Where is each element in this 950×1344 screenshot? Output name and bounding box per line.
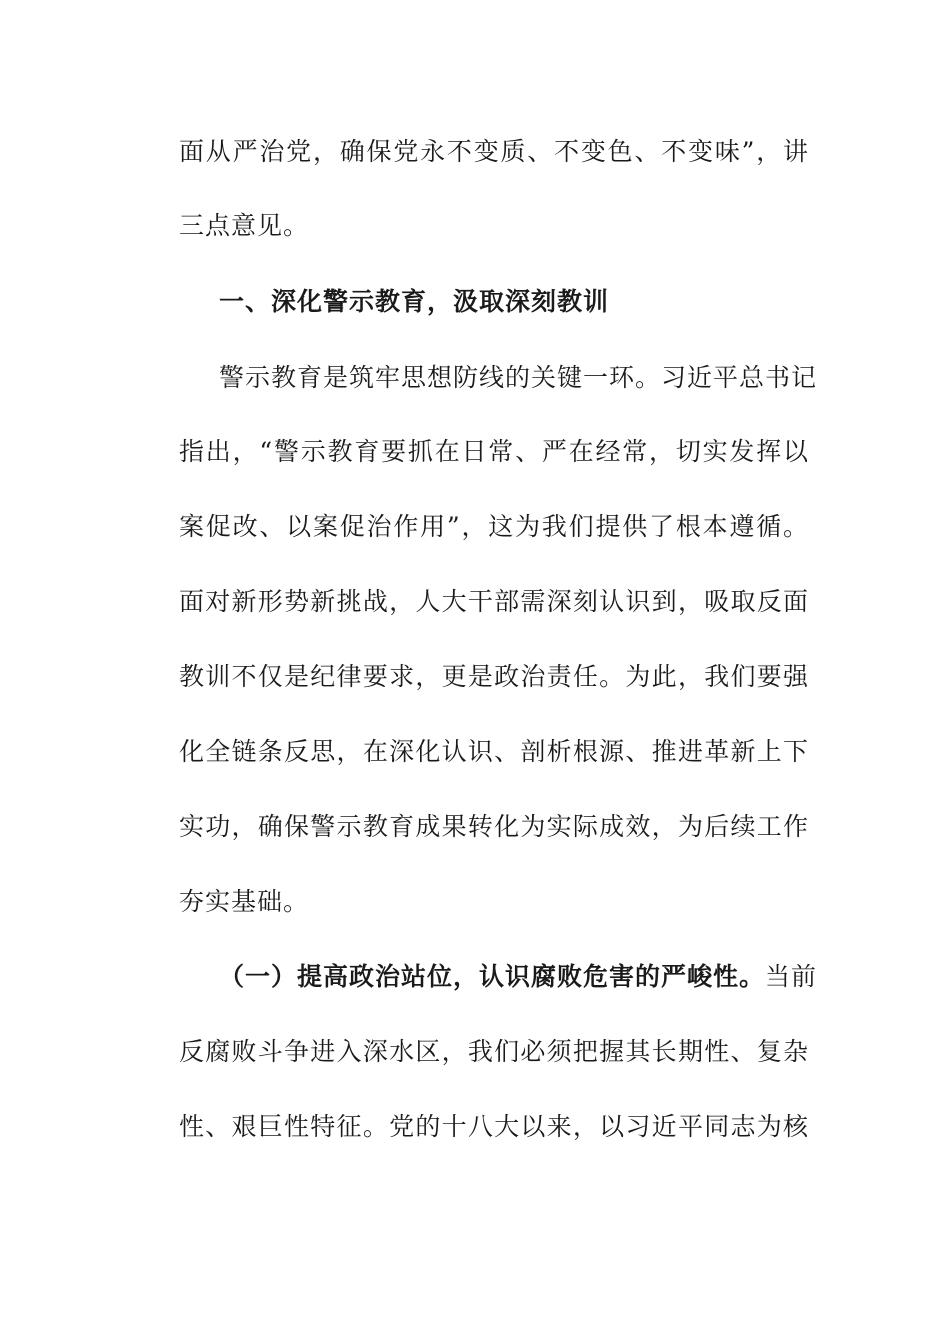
paragraph-line: 教训不仅是纪律要求，更是政治责任。为此，我们要强 bbox=[179, 662, 809, 691]
subsection-heading: （一）提高政治站位，认识腐败危害的严峻性。 bbox=[219, 962, 766, 991]
subsection-text: 当前 bbox=[765, 962, 818, 991]
section-heading: 一、深化警示教育，汲取深刻教训 bbox=[219, 287, 610, 316]
paragraph-line: 指出，“警示教育要抓在日常、严在经常，切实发挥以 bbox=[179, 437, 809, 466]
paragraph-line: 化全链条反思，在深化认识、剖析根源、推进革新上下 bbox=[179, 737, 809, 766]
paragraph-line: 三点意见。 bbox=[179, 211, 310, 240]
paragraph-line: 反腐败斗争进入深水区，我们必须把握其长期性、复杂 bbox=[179, 1037, 809, 1066]
paragraph-line: 面对新形势新挑战，人大干部需深刻认识到，吸取反面 bbox=[179, 587, 809, 616]
paragraph-line: 案促改、以案促治作用”，这为我们提供了根本遵循。 bbox=[179, 512, 809, 541]
paragraph-line: 夯实基础。 bbox=[179, 887, 310, 916]
paragraph-line: 实功，确保警示教育成果转化为实际成效，为后续工作 bbox=[179, 812, 809, 841]
paragraph-line: 面从严治党，确保党永不变质、不变色、不变味”，讲 bbox=[179, 137, 809, 166]
paragraph-line: 性、艰巨性特征。党的十八大以来，以习近平同志为核 bbox=[179, 1112, 809, 1141]
subsection-first-line bbox=[219, 961, 818, 993]
paragraph-line: 警示教育是筑牢思想防线的关键一环。习近平总书记 bbox=[219, 363, 818, 392]
